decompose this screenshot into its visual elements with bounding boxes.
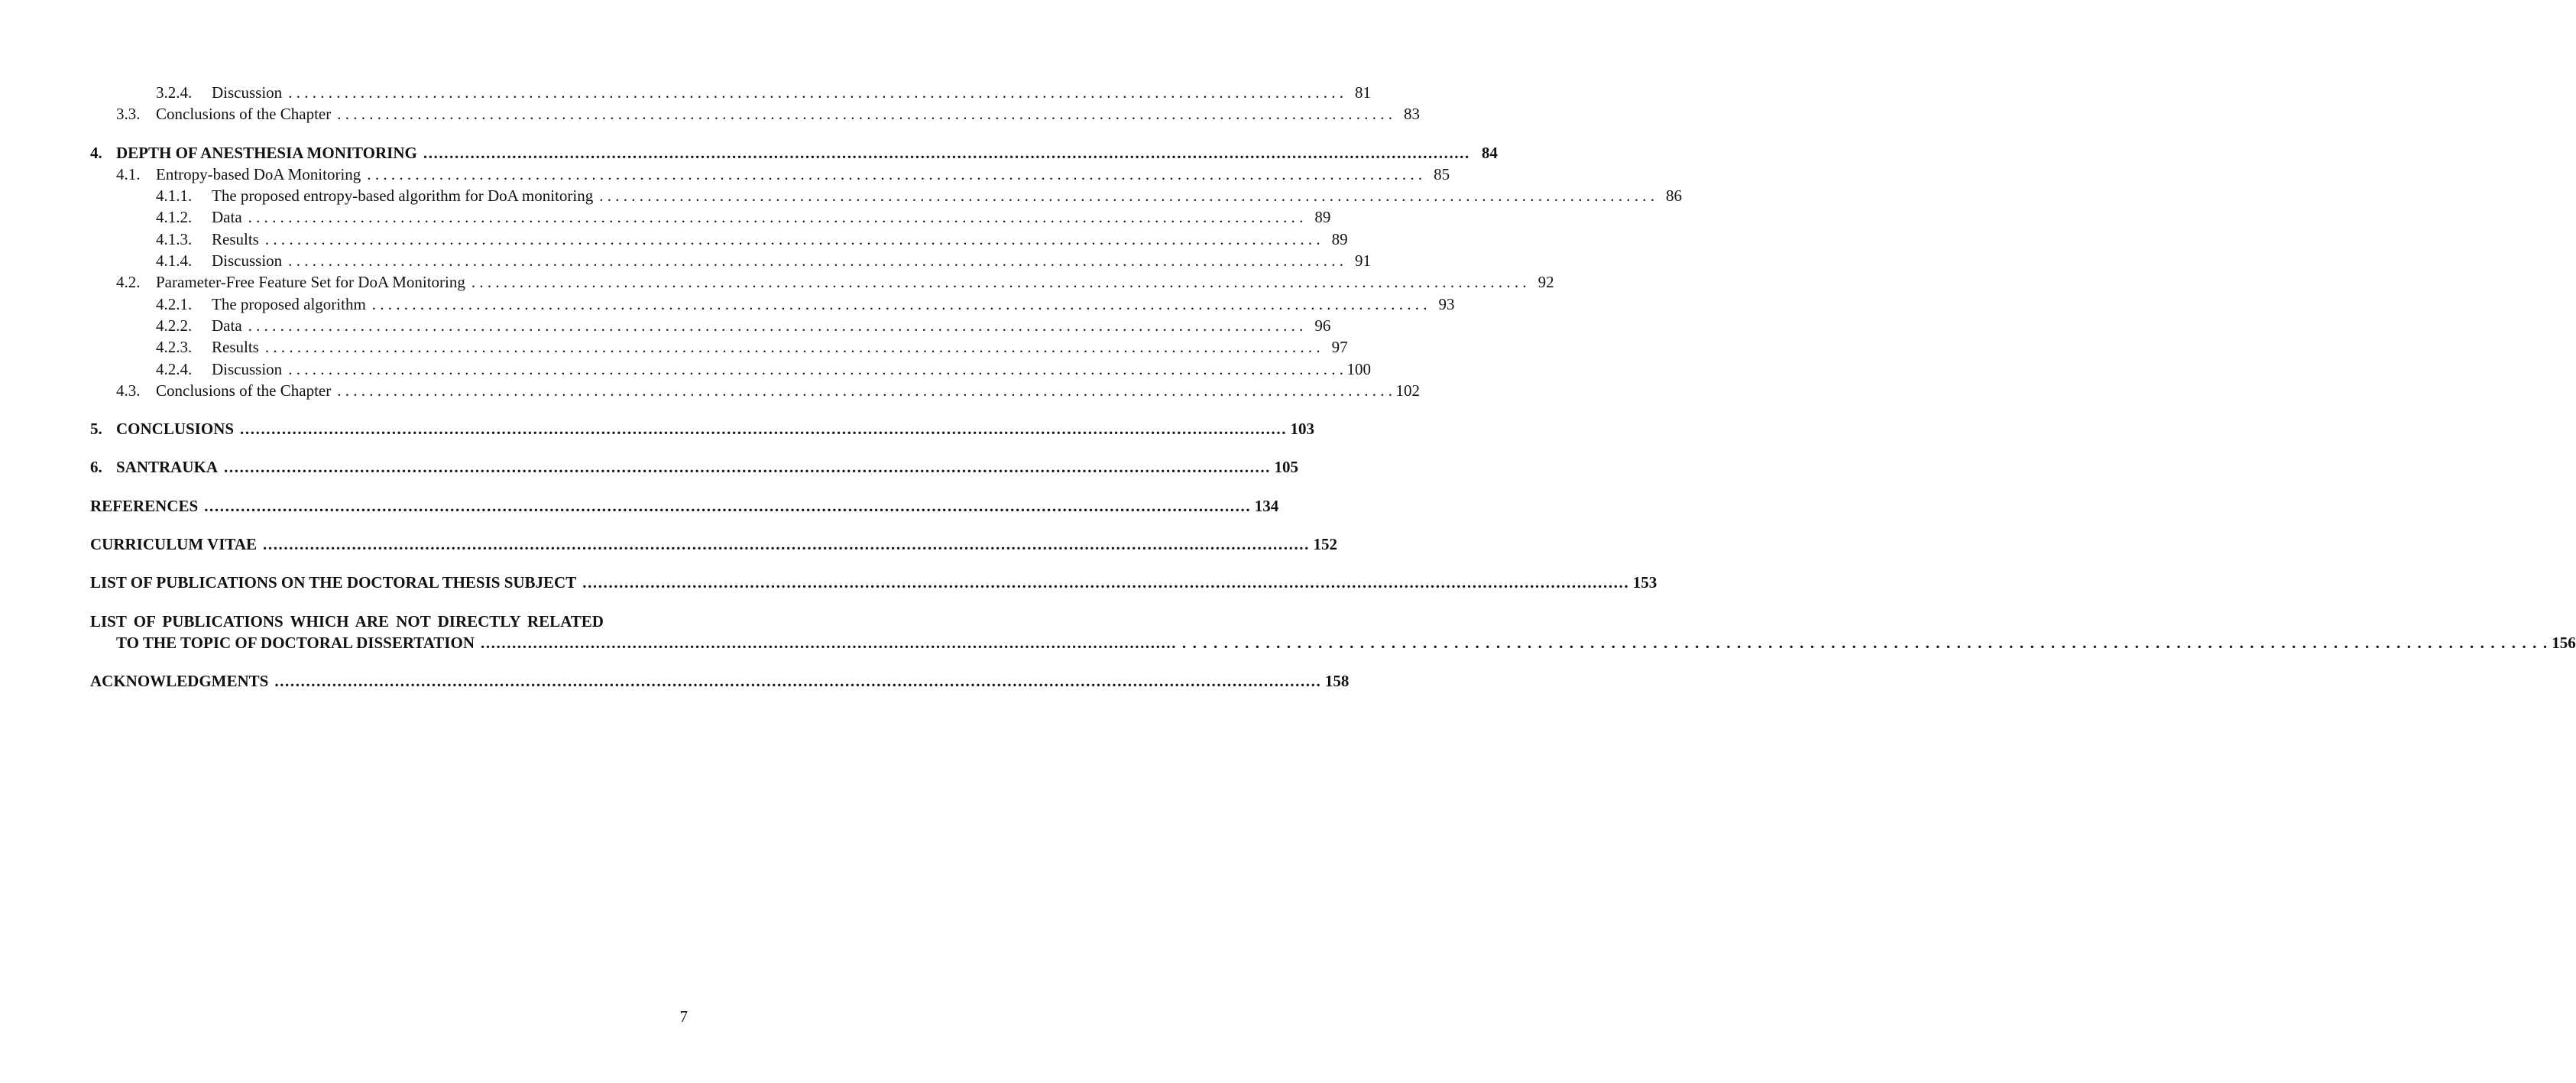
dot-leader — [417, 142, 1470, 164]
page-number: 7 — [679, 1007, 688, 1026]
dot-leader — [242, 315, 1304, 336]
dot-leader — [576, 572, 1629, 593]
toc-entry-page: 96 — [1314, 316, 1331, 335]
toc-entry-number: 4. — [90, 143, 102, 162]
toc-entry-number: 3.3. — [116, 105, 141, 124]
toc-entry-title: REFERENCES — [90, 496, 199, 515]
toc-entry-title: Discussion — [212, 83, 283, 102]
toc-entry-title: Conclusions of the Chapter — [156, 105, 332, 124]
dot-leader — [242, 206, 1304, 228]
toc-entry-page: 134 — [1254, 496, 1279, 515]
toc-entry-title: The proposed algorithm — [212, 294, 366, 313]
toc-entry-page: 86 — [1665, 186, 1682, 206]
toc-entry-page: 105 — [1274, 458, 1299, 477]
toc-entry-number: 4.3. — [116, 381, 141, 400]
toc-entry-number: 4.2.1. — [156, 294, 193, 313]
toc-entry-page: 91 — [1354, 251, 1371, 271]
toc-entry-page: 152 — [1313, 535, 1337, 554]
dot-leader — [593, 185, 1654, 206]
dot-leader — [268, 670, 1321, 692]
toc-entry-title-line2: TO THE TOPIC OF DOCTORAL DISSERTATION — [116, 633, 475, 652]
dot-leader — [366, 293, 1427, 315]
toc-entry-4-1[interactable] — [90, 164, 1450, 185]
toc-entry-title: The proposed entropy-based algorithm for DoA monitoring — [212, 186, 594, 206]
toc-entry-4-2-2[interactable] — [90, 315, 1331, 336]
toc-entry-4-1-3[interactable] — [90, 229, 1348, 250]
toc-references[interactable] — [90, 495, 1279, 517]
toc-entry-4-2[interactable] — [90, 271, 1554, 293]
dot-leader — [282, 82, 1343, 103]
toc-entry-4-3[interactable] — [90, 380, 1420, 401]
toc-entry-title: SANTRAUKA — [116, 458, 219, 477]
toc-chapter-6[interactable] — [90, 456, 1299, 478]
toc-entry-title: Parameter-Free Feature Set for DoA Monitoring — [156, 273, 465, 292]
toc-entry-page: 102 — [1395, 381, 1420, 400]
toc-entry-4-1-1[interactable] — [90, 185, 1682, 206]
toc-entry-4-1-2[interactable] — [90, 206, 1331, 228]
dot-leader — [257, 533, 1310, 555]
toc-entry-page: 92 — [1537, 273, 1554, 292]
toc-entry-number: 4.1.2. — [156, 208, 193, 227]
dot-leader — [259, 336, 1320, 358]
toc-entry-page: 93 — [1438, 294, 1455, 313]
toc-entry-number: 6. — [90, 458, 102, 477]
toc-entry-title: Discussion — [212, 359, 283, 378]
dot-leader — [282, 250, 1343, 271]
toc-entry-page: 103 — [1290, 420, 1315, 439]
toc-entry-page: 83 — [1403, 105, 1420, 124]
toc-entry-title: Data — [212, 316, 242, 335]
toc-entry-3-3[interactable] — [90, 103, 1420, 125]
dot-leader — [465, 271, 1527, 293]
dot-leader: .................................................................................................................................... . . . — [475, 632, 2548, 653]
toc-entry-title: ACKNOWLEDGMENTS — [90, 672, 269, 691]
table-of-contents — [90, 82, 2576, 692]
dot-leader — [218, 456, 1271, 478]
toc-publications-thesis[interactable] — [90, 572, 1657, 593]
dot-leader — [361, 164, 1422, 185]
dot-leader — [331, 380, 1392, 401]
toc-entry-title: CONCLUSIONS — [116, 420, 235, 439]
toc-entry-number: 5. — [90, 420, 102, 439]
toc-entry-page: 156 — [2552, 633, 2576, 652]
toc-entry-title: LIST OF PUBLICATIONS ON THE DOCTORAL THESIS SUBJECT — [90, 573, 577, 592]
toc-entry-title: Results — [212, 229, 259, 248]
toc-entry-title-line1: LIST OF PUBLICATIONS WHICH ARE NOT DIRECTLY RELATED — [90, 611, 604, 631]
toc-entry-4-2-1[interactable] — [90, 293, 1455, 315]
toc-entry-page: 89 — [1314, 208, 1331, 227]
toc-entry-page: 153 — [1632, 573, 1657, 592]
toc-entry-page: 158 — [1324, 672, 1350, 691]
toc-entry-page: 100 — [1346, 359, 1371, 378]
toc-publications-other[interactable] — [90, 611, 2576, 654]
toc-entry-page: 97 — [1331, 338, 1348, 357]
toc-entry-number: 4.2.4. — [156, 359, 193, 378]
toc-entry-number: 4.1.1. — [156, 186, 193, 206]
toc-entry-page: 89 — [1331, 229, 1348, 248]
toc-entry-number: 4.1. — [116, 164, 141, 183]
toc-chapter-4[interactable] — [90, 142, 1498, 164]
toc-entry-number: 4.2.2. — [156, 316, 193, 335]
toc-entry-number: 4.2. — [116, 273, 141, 292]
dot-leader — [282, 358, 1343, 380]
toc-entry-number: 4.1.3. — [156, 229, 193, 248]
toc-entry-title: Conclusions of the Chapter — [156, 381, 332, 400]
toc-entry-4-1-4[interactable] — [90, 250, 1371, 271]
toc-entry-title: Entropy-based DoA Monitoring — [156, 164, 361, 183]
dot-leader — [331, 103, 1392, 125]
toc-entry-title: DEPTH OF ANESTHESIA MONITORING — [116, 143, 417, 162]
toc-entry-4-2-4[interactable] — [90, 358, 1371, 380]
toc-entry-number: 4.1.4. — [156, 251, 193, 271]
toc-entry-page: 81 — [1354, 83, 1371, 102]
toc-entry-3-2-4[interactable] — [90, 82, 1371, 103]
toc-entry-title: Data — [212, 208, 242, 227]
toc-entry-title: CURRICULUM VITAE — [90, 535, 257, 554]
toc-chapter-5[interactable] — [90, 418, 1315, 439]
toc-entry-number: 4.2.3. — [156, 338, 193, 357]
dot-leader — [259, 229, 1320, 250]
toc-curriculum-vitae[interactable] — [90, 533, 1337, 555]
toc-entry-title: Results — [212, 338, 259, 357]
toc-entry-4-2-3[interactable] — [90, 336, 1348, 358]
toc-entry-page: 84 — [1481, 143, 1498, 162]
toc-entry-title-line2-row — [90, 632, 2576, 653]
toc-entry-page: 85 — [1434, 164, 1450, 183]
toc-acknowledgments[interactable] — [90, 670, 1350, 692]
dot-leader — [234, 418, 1287, 439]
toc-entry-title: Discussion — [212, 251, 283, 271]
dot-leader — [198, 495, 1251, 517]
toc-entry-number: 3.2.4. — [156, 83, 193, 102]
